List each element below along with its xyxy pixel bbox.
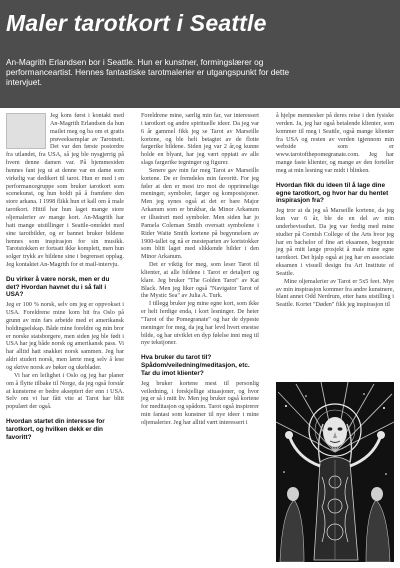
question-heading: Du virker å være norsk, men er du det? Hvordan havnet du i så fall i USA? (6, 275, 110, 299)
text-column-3 (276, 113, 394, 310)
paragraph: Senere gav min far meg Tarot av Marseille kortene. De er fremdeles min favoritt. For jeg føler at den er mest tro mot de opprinnelige meninger, symboler, farger og komposisjoner. Men jeg synes også at det er bare Major Arkanum som er brukbar, da Minor Arkanum er illustrert med symboler. Men siden har jo Pamela Coleman Smith oversatt symbolene i Rider Waite Smith kortene på begynnelsen av 1900-tallet og nå er mesteparten av kortstokker som blitt laget med slikkende bilder i den Minor Arkanum. (141, 167, 259, 261)
paragraph: Foreldrene mine, særlig min far, var interessert i tarotkort og andre spirituelle ideer. Da jeg var 6 år gammel fikk jeg se Tarot av Marseille kortene, og ble helt betagtet av de flotte fargerike bildene. Siden jeg var 2 år,og kunne holde en blyant, har jeg vært opptatt av alle slags fargerike tegninger og figurer. (141, 113, 259, 167)
article-title: Maler tarotkort i Seattle (6, 10, 267, 36)
article-intro: An-Magrith Erlandsen bor i Seattle. Hun er kunstner, formingslærer og performanceartist. Hennes fantastiske tarotmalerier er utgangspunkt for dette intervjuet. (6, 57, 290, 87)
paragraph: Jeg tror at da jeg så Marseille kortene, da jeg kun var 6 år, ble de en del av min underbevissthet. Da jeg var ferdig med mine studier på Cornish College of the Arts hvor jeg har en bachelor of fine art eksamen, begynnte jeg på mitt lange prosjekt å male mine egne tarotkort. Det hjalp også at jeg har en associate eksamen i visuell design fra Art Institute of Seattle. (276, 208, 394, 277)
paragraph: Jeg kom først i kontakt med An-Magrith Erlandsen da hun mailet meg og ba om et gratis prøveeksemplar av Tarotnett. Det var den første postordre fra utlandet, fra USA, så jeg ble nysgjerrig på hvem denne damen var. På hjemmesiden hennes fant jeg ut at denne var en dame som virkelig var dedikert til tarot. Hun er med i en performancegruppe som bruker tarotkort som scenekunst, og hun holdt på å framføre den store arkana. I 1998 flikk hun et kall om å male tarotkort. Hittil har hun laget mange store oljemalerier av mange kort. An-Magrith har hatt mange utstillinger i Seattle-området med sine tarotbilder, og er bannet bruker bildene hennes som inspirasjon for sin musikk. Tarotstokken er fortsatt ikke komplett, men hun solger trykk av bildene sine i begrenset opplag. Jeg kontaktet An-Magrith for et mail-intervju. (6, 113, 124, 269)
paragraph: Jeg bruker kortene mest til personlig veiledning, i forskjellige situasjoner, og hvor jeg er så i mitt liv. Men jeg bruker også kortene for meditasjon og spådom. Tarot også inspirerer min fantasi som kunstner til nye ideer i mine oljemalerier. Jeg har alltid vært interessert i (141, 380, 259, 426)
tarot-painting-image (276, 382, 394, 562)
question-heading: Hva bruker du tarot til? Spådom/veiledning/meditasjon, etc. Tar du imot klienter? (141, 354, 250, 377)
question-heading: Hvordan startet din interesse for tarotkort, og hvilken dekk er din favoritt? (6, 418, 105, 441)
paragraph: Jeg er 100 % norsk, selv om jeg er oppvokset i USA. Foreldrene mine kom hit fra Oslo på grunn av min fars arbeide med et amerikansk holdingselskap. Både mine foreldre og min bror er norske statsborgere, men siden jeg ble født i USA har jeg både norsk og amerikansk pass. Vi har alltid hatt snakket norsk sammen. Jeg har aldri studert norsk, men lærte meg selv å lese og skrive norsk av bøker og ukeblader. (6, 302, 124, 372)
question-heading: Hvordan fikk du ideen til å lage dine egne tarotkort, og hvor har du hentet inspirasjon fra? (276, 181, 389, 205)
tarot-painting-illustration (276, 382, 394, 562)
text-column-1 (6, 113, 124, 444)
text-column-2 (141, 113, 259, 428)
paragraph: Mine oljemalerier av Tarot er 5x5 feet. Mye av min inspirasjon kommer fra andre kunstnere, blant annet Odd Nerdrum, etter hans utstilling i Seattle. Kortet "Døden" fikk jeg inspirasjon til (276, 278, 394, 309)
paragraph: Vi har en leilighet i Oslo og jeg har planer om å flytte tilbake til Norge, da jeg også forstår at kunsterne er bedre akseptert der enn i USA. Selv om vi har fått vite at Tarot har blitt populært der også. (6, 372, 124, 411)
paragraph: å hjelpe mennesker på deres reise i den fysiske verden. Ja, jeg har også betalende klienter, som kommer til meg i Seattle, også mange klienter fra USA og resten av verden igjennom min webside som er www.tarotofthepomegranate.com. Jeg har mange faste klienter, og mange av den forteller meg at min lesning var midt i blinken. (276, 113, 394, 174)
paragraph: Det er viktig for meg, som leser Tarot til klienter, at alle bildene i Tarot er detaljert og klare. Jeg bruker "The Golden Tarot" av Kat Black. Men jeg liker også "Navigator Tarot of the Mystic Sea" av Julia A. Turk. (141, 262, 259, 300)
dropcap-photo (6, 113, 46, 149)
article-header (0, 0, 400, 108)
paragraph: I tillegg bruker jeg mine egne kort, som ikke er helt ferdige enda, i kort lesninger. De heter "Tarot of the Pomegranate" og har de dypeste meninger for meg, da jeg har levd hvert enestse bilde, og har utviklet en dyp følelse inni meg til nye tekstjoner. (141, 301, 259, 347)
